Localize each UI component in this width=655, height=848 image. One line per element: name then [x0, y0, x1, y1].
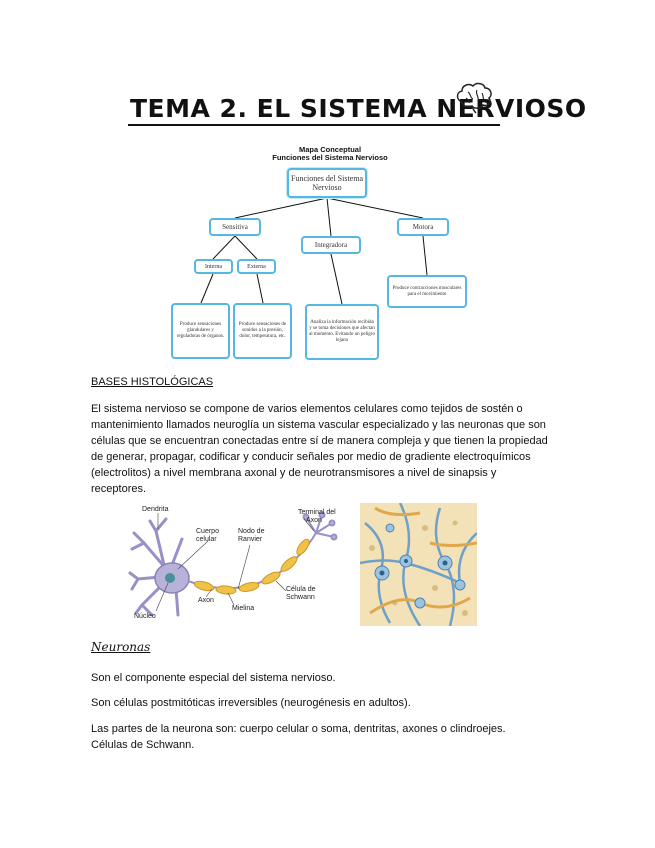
label-celular: celular	[196, 536, 217, 543]
page-title-block	[128, 94, 587, 126]
label-terminal-1: Terminal del	[298, 509, 336, 516]
section-heading: BASES HISTOLÓGICAS	[91, 376, 214, 388]
label-celula-1: Célula de	[286, 586, 316, 593]
map-node-externa: Externa	[237, 259, 276, 274]
text-line: Las partes de la neurona son: cuerpo celular o soma, dentritas, axones o clindroejes.	[91, 723, 506, 735]
map-caption-subtitle: Funciones del Sistema Nervioso	[272, 153, 388, 162]
neuronas-heading: Neuronas	[91, 640, 151, 654]
neuron-diagram	[126, 503, 346, 625]
map-node-sensitiva: Sensitiva	[209, 218, 261, 236]
nervous-tissue-illustration	[360, 503, 477, 626]
map-node-integradora: Integradora	[301, 236, 361, 254]
text-line: Son el componente especial del sistema nervioso.	[91, 672, 336, 684]
label-nucleo: Núcleo	[134, 613, 156, 620]
label-terminal-2: Axon	[306, 517, 322, 524]
text-line: Células de Schwann.	[91, 739, 195, 751]
map-node-interna: Interna	[194, 259, 233, 274]
label-cuerpo: Cuerpo	[196, 528, 219, 535]
map-node-interna-desc: Produce sensaciones glandulares y reguladoras de órganos.	[171, 303, 230, 359]
label-nodo: Nodo de	[238, 528, 265, 535]
brain-icon	[454, 80, 494, 114]
text-line: Son células postmitóticas irreversibles (neurogénesis en adultos).	[91, 697, 411, 709]
title-underline	[128, 124, 500, 126]
label-celula-2: Schwann	[286, 594, 315, 601]
label-mielina: Mielina	[232, 605, 255, 612]
label-ranvier: Ranvier	[238, 536, 263, 543]
tissue-image	[360, 503, 477, 626]
concept-map	[165, 138, 475, 366]
page-title: TEMA 2. EL SISTEMA NERVIOSO	[130, 94, 587, 123]
map-node-root: Funciones del Sistema Nervioso	[287, 168, 367, 198]
map-node-motora-desc: Produce contracciones musculares para el movimiento	[387, 275, 467, 308]
body-paragraph: El sistema nervioso se compone de varios elementos celulares como tejidos de sostén o mantenimiento llamados neuroglía un sistema vascular especializado y las neuronas que son células que se encuentran conectadas entre sí de manera compleja y que tienen la propiedad de generar, propagar, codificar y conducir señales por medio de gradiente electroquímicos (electrolitos) a nivel membrana axonal y de neurotransmisores a nivel de sinapsis y receptores.	[91, 403, 548, 495]
map-node-externa-desc: Produce sensaciones de sonidos a la presión, dolor, temperatura, etc.	[233, 303, 292, 359]
map-node-motora: Motora	[397, 218, 449, 236]
map-node-integradora-desc: Analiza la información recibida y se toma decisiones que afectan al momento. Evitando un peligro lejano	[305, 304, 379, 360]
label-dendrita: Dendrita	[142, 506, 169, 513]
label-axon: Axon	[198, 597, 214, 604]
map-caption-title: Mapa Conceptual	[298, 145, 362, 154]
